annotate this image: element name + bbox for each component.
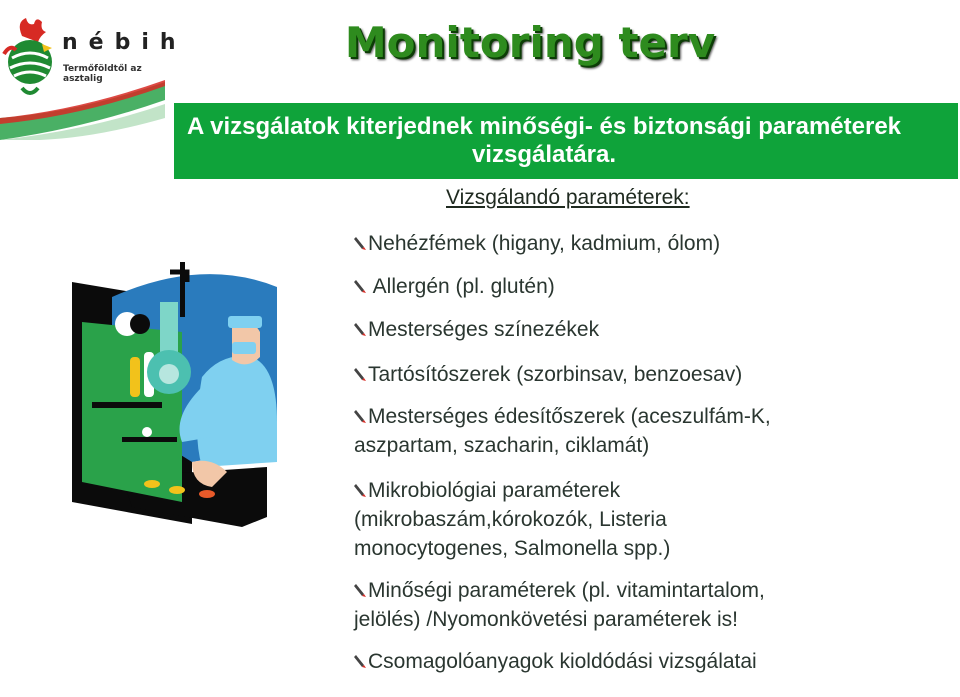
list-item-text: Csomagolóanyagok kioldódási vizsgálatai [368,650,757,673]
list-item [354,272,954,301]
list-item [354,576,834,634]
rooster-emblem-icon [2,14,62,104]
list-item-text: Mesterséges édesítőszerek (aceszulfám-K, aszpartam, szacharin, ciklamát) [354,405,771,457]
list-item-text: Mesterséges színezékek [368,318,600,341]
list-item [354,360,954,389]
list-item [354,229,954,258]
pencil-icon [354,367,367,382]
pencil-icon [354,583,367,598]
pencil-icon [354,322,367,337]
lab-scientist-illustration [52,262,352,537]
list-item-text: Nehézfémek (higany, kadmium, ólom) [368,232,721,255]
list-item-text: Tartósítószerek (szorbinsav, benzoesav) [368,363,743,386]
logo-name: nébih [62,30,187,55]
list-item [354,647,954,676]
pencil-icon [354,409,367,424]
list-item-text: Allergén (pl. glutén) [368,275,555,298]
pencil-icon [354,279,367,294]
summary-banner [174,103,958,179]
pencil-icon [354,654,367,669]
pencil-icon [354,236,367,251]
pencil-icon [354,483,367,498]
list-item-text: Minőségi paraméterek (pl. vitamintartalom, jelölés) /Nyomonkövetési paraméterek is! [354,579,765,631]
page-title: Monitoring terv [344,18,716,67]
section-heading: Vizsgálandó paraméterek: [446,186,690,209]
nebih-logo [0,0,187,140]
list-item [354,402,834,460]
banner-text: A vizsgálatok kiterjednek minőségi- és biztonsági paraméterek vizsgálatára. [186,113,902,168]
list-item [354,315,954,344]
list-item [354,476,734,563]
list-item-text: Mikrobiológiai paraméterek (mikrobaszám,kórokozók, Listeria monocytogenes, Salmonella spp.) [354,479,671,560]
logo-tagline: Termőföldtől az asztalig [63,64,142,84]
